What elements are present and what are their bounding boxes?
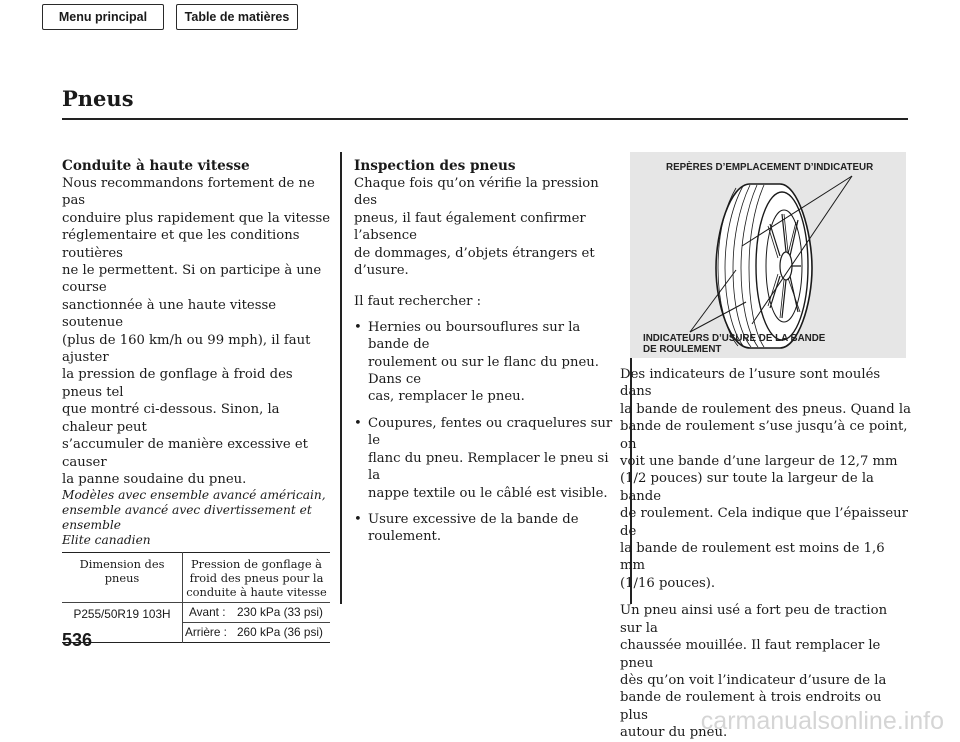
tire-size-cell: P255/50R19 103H <box>73 607 171 622</box>
tire-illustration <box>630 152 906 358</box>
column-divider-1 <box>340 152 342 604</box>
front-pressure-value: 230 kPa (33 psi) <box>235 603 330 623</box>
front-label: Avant : <box>183 603 236 623</box>
high-speed-body: Nous recommandons fortement de ne pas conduire plus rapidement que la vitesse réglementaire et que les conditions routières ne le permettent. Si on participe à une course sanctionnée à une haute vitesse soutenue (plus de 160 km/h ou 99 mph), il faut ajuster la pression de gonflage à froid des pneus tel que montré ci-dessous. Sinon, la chaleur peut s’accumuler de manière excessive et causer la panne soudaine du pneu. <box>62 176 331 487</box>
list-item: • Hernies ou boursouflures sur la bande de roulement ou sur le flanc du pneu. Dans ce cas, remplacer le pneu. <box>354 319 620 406</box>
tire-icon <box>716 184 812 348</box>
rear-label: Arrière : <box>183 623 236 643</box>
page-number: 536 <box>62 630 93 650</box>
figure-label-bottom: INDICATEURS D’USURE DE LA BANDE DE ROULEMENT <box>643 333 826 355</box>
inspection-intro: Il faut rechercher : <box>354 294 482 310</box>
wear-indicator-section <box>620 366 912 742</box>
section-title: Pneus <box>62 86 134 111</box>
list-item: • Usure excessive de la bande de roulement. <box>354 511 620 546</box>
models-note: Modèles avec ensemble avancé américain, ensemble avancé avec divertissement et ensemble Elite canadien <box>62 488 326 548</box>
watermark: carmanualsonline.info <box>700 707 944 735</box>
tire-wear-figure <box>630 152 906 358</box>
wear-indicator-para-2: Un pneu ainsi usé a fort peu de traction sur la chaussée mouillée. Il faut remplacer le pneu dès qu’on voit l’indicateur d’usure de la bande de roulement à trois endroits ou plus autour du pneu. <box>620 603 888 741</box>
table-of-contents-button[interactable]: Table de matières <box>176 4 298 30</box>
rear-pressure-value: 260 kPa (36 psi) <box>237 625 323 640</box>
figure-label-top: REPÈRES D’EMPLACEMENT D’INDICATEUR <box>666 162 874 173</box>
inspection-list <box>354 319 620 546</box>
inspection-heading: Inspection des pneus <box>354 158 516 174</box>
wear-indicator-para-1: Des indicateurs de l’usure sont moulés dans la bande de roulement des pneus. Quand la bande de roulement s’use jusqu’à ce point, on voit une bande d’une largeur de 12,7 mm (1/2 pouces) sur toute la largeur de la bande de roulement. Cela indique que l’épaisseur de la bande de roulement est moins de 1,6 mm (1/16 pouces). <box>620 367 911 591</box>
table-header-pressure: Pression de gonflage à froid des pneus pour la conduite à haute vitesse <box>183 553 331 603</box>
high-speed-heading: Conduite à haute vitesse <box>62 158 250 174</box>
main-menu-button[interactable]: Menu principal <box>42 4 164 30</box>
inspection-section <box>354 158 620 555</box>
table-header-size: Dimension des pneus <box>62 553 183 603</box>
tire-pressure-table <box>62 552 330 643</box>
title-divider <box>62 118 908 120</box>
high-speed-section <box>62 158 334 643</box>
list-item: • Coupures, fentes ou craquelures sur le flanc du pneu. Remplacer le pneu si la nappe textile ou le câblé est visible. <box>354 415 620 502</box>
inspection-body: Chaque fois qu’on vérifie la pression des pneus, il faut également confirmer l’absence de dommages, d’objets étrangers et d’usure. <box>354 176 599 279</box>
